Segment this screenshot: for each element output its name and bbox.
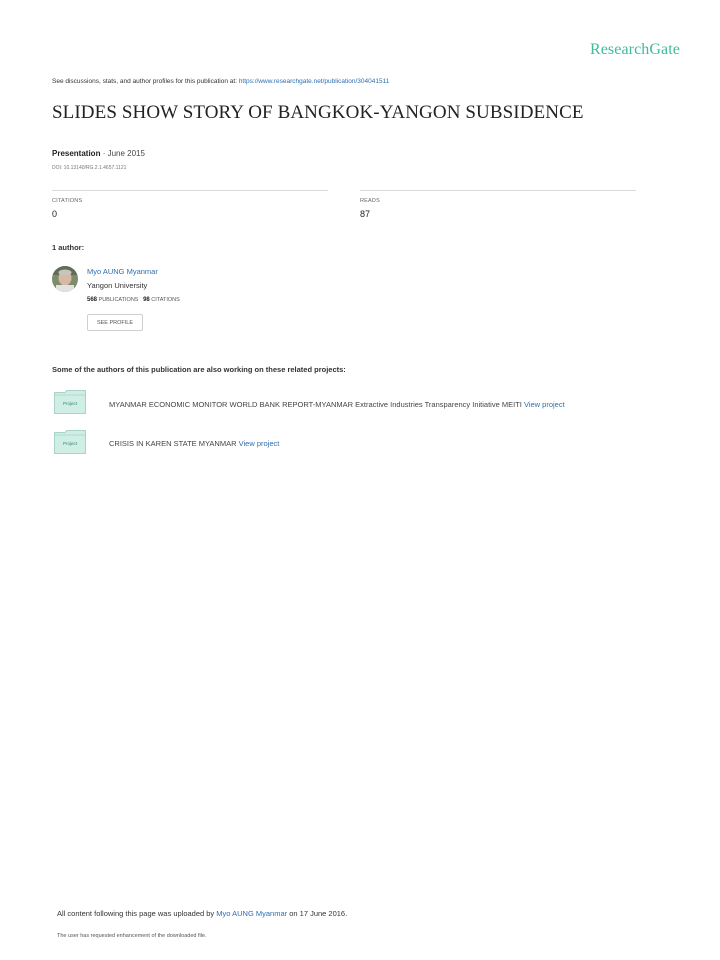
researchgate-logo[interactable]: ResearchGate	[589, 41, 680, 58]
project-title: MYANMAR ECONOMIC MONITOR WORLD BANK REPORT-MYANMAR Extractive Industries Transparency Initiative MEITI	[109, 400, 524, 409]
divider-citations	[52, 190, 328, 191]
project-text	[109, 439, 279, 448]
citations-label: CITATIONS	[52, 198, 83, 204]
reads-value: 87	[360, 209, 371, 219]
upload-suffix: on 17 June 2016.	[287, 909, 348, 918]
publication-meta	[52, 149, 145, 158]
publication-doi: DOI: 10.13140/RG.2.1.4657.1121	[52, 165, 127, 171]
uploader-link[interactable]: Myo AUNG Myanmar	[216, 909, 288, 918]
citations-value: 0	[52, 209, 58, 219]
project-text	[109, 400, 565, 409]
project-icon-label: Project	[62, 401, 77, 406]
publication-type: Presentation	[52, 149, 101, 158]
authors-heading: 1 author:	[52, 243, 85, 252]
disclaimer-text: See discussions, stats, and author profiles for this publication at:	[52, 78, 239, 85]
project-item[interactable]	[54, 390, 86, 419]
project-title: CRISIS IN KAREN STATE MYANMAR	[109, 439, 239, 448]
related-projects-heading: Some of the authors of this publication are also working on these related projects:	[52, 365, 346, 374]
publication-url-link[interactable]: https://www.researchgate.net/publication/304041511	[238, 78, 390, 85]
project-icon-label: Project	[62, 441, 77, 446]
upload-info	[57, 909, 347, 918]
see-profile-button[interactable]: SEE PROFILE	[87, 314, 143, 331]
author-avatar[interactable]	[52, 266, 78, 292]
project-item[interactable]	[54, 430, 86, 459]
upload-prefix: All content following this page was uploaded by	[57, 909, 217, 918]
author-name-link[interactable]: Myo AUNG Myanmar	[87, 267, 158, 276]
disclaimer	[52, 78, 389, 85]
author-publications-label: PUBLICATIONS	[97, 297, 139, 303]
enhancement-note: The user has requested enhancement of the downloaded file.	[57, 933, 207, 939]
view-project-link[interactable]: View project	[238, 439, 280, 448]
author-institution: Yangon University	[87, 281, 148, 290]
reads-label: READS	[360, 198, 380, 204]
author-stats	[87, 297, 180, 303]
author-citations-label: CITATIONS	[149, 297, 180, 303]
publication-title: SLIDES SHOW STORY OF BANGKOK-YANGON SUBSIDENCE	[52, 102, 584, 123]
author-citations-count: 98	[143, 297, 150, 303]
divider-reads	[360, 190, 636, 191]
view-project-link[interactable]: View project	[523, 400, 565, 409]
author-publications-count: 568	[87, 297, 98, 303]
publication-date: · June 2015	[100, 149, 145, 158]
